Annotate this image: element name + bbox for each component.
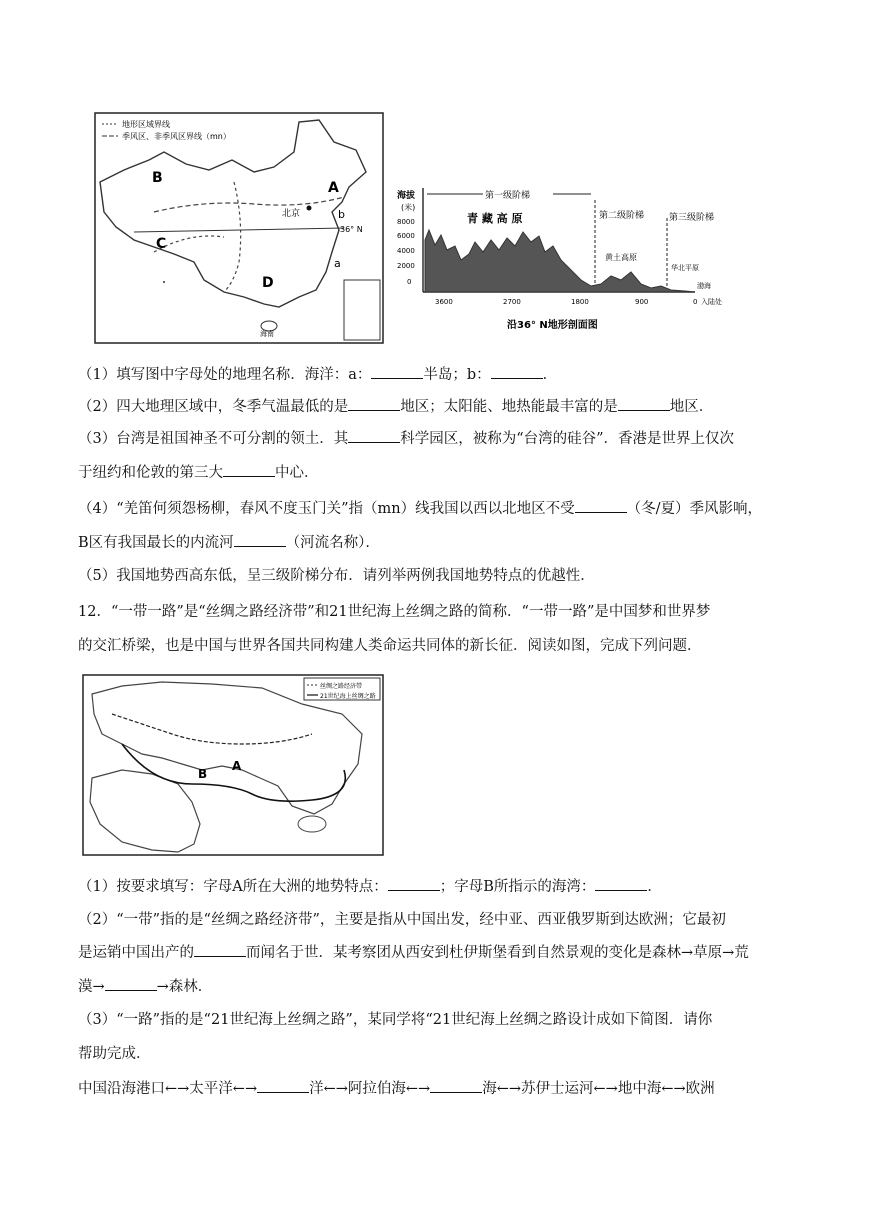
q12-line-3: （3）“一路”指的是“21世纪海上丝绸之路”，某同学将“21世纪海上丝绸之路设计成如下简图．请你 (78, 1012, 713, 1028)
belt-road-map-figure (82, 674, 384, 856)
xtick-end: 入陆处 (701, 298, 722, 306)
blank-q11-2-a[interactable] (348, 396, 400, 411)
q11-line-3b: 于纽约和伦敦的第三大 中心． (78, 462, 319, 483)
legend-item-1: 地形区域界线 (122, 120, 170, 129)
blank-q12-2-b[interactable] (105, 976, 157, 991)
ytick-2000: 2000 (397, 262, 415, 270)
step-3-label: 第三级阶梯 (669, 213, 715, 223)
china-map-figure (94, 112, 384, 344)
region-qinghai-tibet: 青 藏 高 原 (467, 212, 523, 225)
blank-q11-2-b[interactable] (618, 396, 670, 411)
q11-line-5: （5）我国地势西高东低，呈三级阶梯分布．请列举两例我国地势特点的优越性． (78, 568, 595, 584)
terrain-profile-figure (395, 180, 740, 338)
label-A: A (328, 180, 339, 196)
blank-q11-1-a[interactable] (371, 364, 423, 379)
blank-q11-4-a[interactable] (575, 498, 627, 513)
profile-yunit: (米) (401, 203, 416, 212)
map-legend-road: 21世纪海上丝绸之路 (320, 693, 376, 700)
blank-q12-4-a[interactable] (257, 1078, 309, 1093)
map-label-A: A (232, 759, 242, 773)
map-legend-belt: 丝绸之路经济带 (320, 683, 363, 690)
region-loess: 黄土高原 (605, 253, 637, 262)
ytick-6000: 6000 (397, 232, 415, 240)
legend-item-2: 季风区、非季风区界线（mn） (122, 132, 231, 141)
map-label-B: B (198, 767, 208, 781)
ytick-4000: 4000 (397, 247, 415, 255)
profile-caption: 沿36° N地形剖面图 (507, 320, 598, 331)
xtick-0: 0 (693, 298, 698, 306)
blank-q11-3-b[interactable] (223, 462, 275, 477)
q12-intro-2: 的交汇桥梁，也是中国与世界各国共同构建人类命运共同体的新长征．阅读如图，完成下列问题． (78, 638, 702, 654)
q12-intro-1: 12．“一带一路”是“丝绸之路经济带”和21世纪海上丝绸之路的简称．“一带一路”是中国梦和世界梦 (78, 604, 711, 620)
region-bohai: 渤海 (697, 282, 711, 290)
step-2-label: 第二级阶梯 (599, 211, 645, 221)
label-a: a (334, 257, 341, 270)
q12-line-3b: 帮助完成． (78, 1046, 151, 1062)
step-1-label: 第一级阶梯 (485, 191, 531, 201)
q12-line-4: 中国沿海港口←→太平洋←→ 洋←→阿拉伯海←→ 海←→苏伊士运河←→地中海←→欧洲 (78, 1078, 715, 1099)
blank-q11-4-b[interactable] (234, 532, 286, 547)
ytick-0: 0 (407, 278, 412, 286)
label-b: b (338, 208, 345, 221)
q12-line-1: （1）按要求填写：字母A所在大洲的地势特点： ；字母B所指示的海湾： ． (78, 876, 662, 897)
blank-q12-1-b[interactable] (595, 876, 647, 891)
blank-q12-1-a[interactable] (388, 876, 440, 891)
xtick-2700: 2700 (503, 298, 521, 306)
label-D: D (262, 275, 274, 291)
blank-q12-2-a[interactable] (194, 942, 246, 957)
xtick-1800: 1800 (571, 298, 589, 306)
q11-line-4: （4）“羌笛何须怨杨柳，春风不度玉门关”指（mn）线我国以西以北地区不受 （冬/夏）季风影响， (78, 498, 762, 519)
blank-q11-3-a[interactable] (348, 428, 400, 443)
terrain-silhouette (425, 230, 695, 292)
label-B: B (152, 170, 163, 186)
q12-line-2: （2）“一带”指的是“丝绸之路经济带”，主要是指从中国出发，经中亚、西亚俄罗斯到达欧洲；它最初 (78, 912, 726, 928)
q11-line-4b: B区有我国最长的内流河 （河流名称）． (78, 532, 380, 553)
q11-line-1: （1）填写图中字母处的地理名称．海洋：a： 半岛；b： ． (78, 364, 557, 385)
label-beijing: 北京 (282, 209, 301, 219)
q12-line-2c: 漠→ →森林． (78, 976, 212, 997)
label-36n: 36° N (340, 225, 363, 234)
ytick-8000: 8000 (397, 218, 415, 226)
label-C: C (156, 236, 167, 252)
blank-q12-4-b[interactable] (430, 1078, 482, 1093)
q12-line-2b: 是运销中国出产的 而闻名于世．某考察团从西安到杜伊斯堡看到自然景观的变化是森林→草原→荒 (78, 942, 749, 963)
q11-line-3: （3）台湾是祖国神圣不可分割的领土．其 科学园区，被称为“台湾的硅谷”．香港是世界上仅次 (78, 428, 734, 449)
region-north-china: 华北平原 (671, 264, 699, 272)
label-hainan: 海南 (260, 330, 274, 338)
q11-line-2: （2）四大地理区域中，冬季气温最低的是 地区；太阳能、地热能最丰富的是 地区． (78, 396, 713, 417)
profile-ylabel: 海拔 (397, 191, 416, 201)
blank-q11-1-b[interactable] (491, 364, 543, 379)
xtick-3600: 3600 (435, 298, 453, 306)
xtick-900: 900 (635, 298, 649, 306)
